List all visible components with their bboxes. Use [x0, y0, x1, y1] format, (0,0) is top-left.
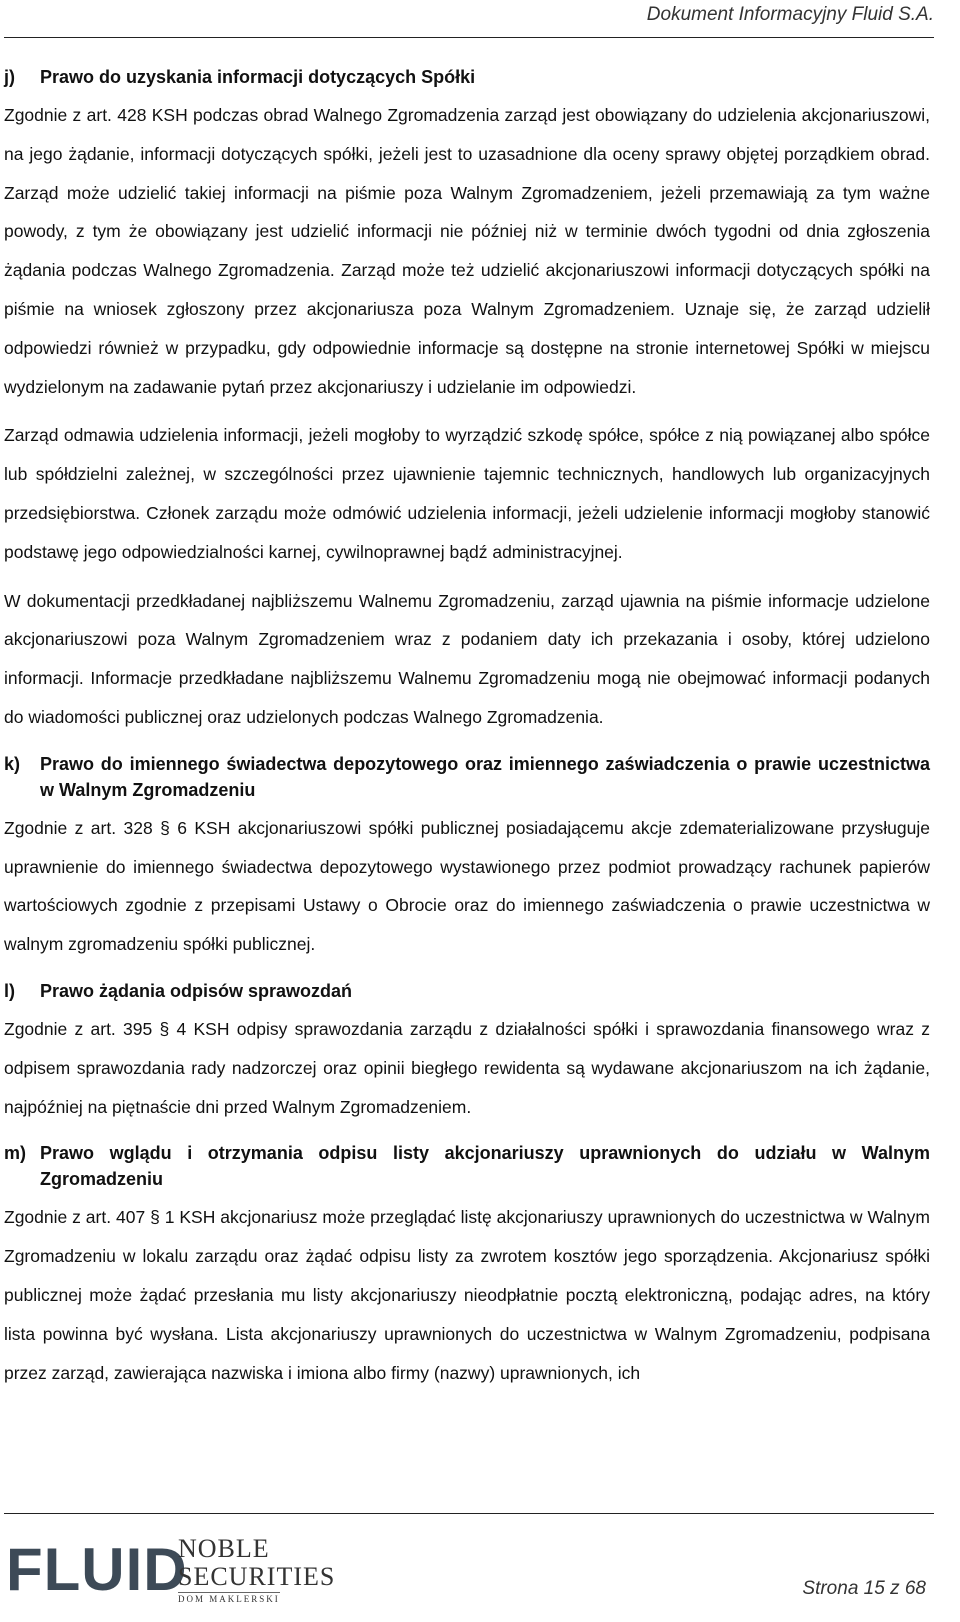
section-l-heading — [4, 978, 930, 1004]
section-j-title: Prawo do uzyskania informacji dotyczących Spółki — [40, 67, 476, 87]
noble-logo-line-3: DOM MAKLERSKI — [178, 1594, 280, 1604]
noble-logo-line-2: SECURITIES — [178, 1562, 336, 1591]
noble-securities-logo — [178, 1536, 335, 1606]
section-m-paragraph-1: Zgodnie z art. 407 § 1 KSH akcjonariusz może przeglądać listę akcjonariuszy uprawnionych do uczestnictwa w Walnym Zgromadzeniu w lokalu zarządu oraz żądać odpisu listy za zwrotem kosztów jego sporządzenia. Akcjonariusz spółki publicznej może żądać przesłania mu listy akcjonariuszy nieodpłatnie pocztą elektroniczną, podając adres, na który lista powinna być wysłana. Lista akcjonariuszy uprawnionych do uczestnictwa w Walnym Zgromadzeniu, podpisana przez zarząd, zawierająca nazwiska i imiona albo firmy (nazwy) uprawnionych, ich — [4, 1207, 930, 1383]
document-body — [4, 64, 930, 1402]
section-j-letter: j) — [4, 67, 15, 87]
section-j-paragraph-3: W dokumentacji przedkładanej najbliższemu Walnemu Zgromadzeniu, zarząd ujawnia na piśmie informacje udzielone akcjonariuszowi poza Walnym Zgromadzeniem wraz z podaniem daty ich przekazania i osoby, której udzielono informacji. Informacje przedkładane najbliższemu Walnemu Zgromadzeniu mogą nie obejmować informacji podanych do wiadomości publicznej oraz udzielonych podczas Walnego Zgromadzenia. — [4, 590, 930, 727]
header-divider — [4, 37, 934, 38]
document-header-title: Dokument Informacyjny Fluid S.A. — [646, 4, 934, 25]
noble-logo-line-1: NOBLE — [178, 1534, 270, 1563]
section-k-heading — [4, 751, 930, 803]
footer-divider — [4, 1513, 934, 1514]
section-m-heading — [4, 1140, 930, 1192]
section-m-letter: m) — [4, 1143, 26, 1164]
section-l-paragraph-1: Zgodnie z art. 395 § 4 KSH odpisy sprawozdania zarządu z działalności spółki i sprawozdania finansowego wraz z odpisem sprawozdania rady nadzorczej oraz opinii biegłego rewidenta są wydawane akcjonariuszom na ich żądanie, najpóźniej na piętnaście dni przed Walnym Zgromadzeniem. — [4, 1018, 930, 1117]
section-k-letter: k) — [4, 753, 21, 774]
section-k-paragraph-1: Zgodnie z art. 328 § 6 KSH akcjonariuszowi spółki publicznej posiadającemu akcje zdematerializowane przysługuje uprawnienie do imiennego świadectwa depozytowego wystawionego przez podmiot prowadzący rachunek papierów wartościowych zgodnie z przepisami Ustawy o Obrocie oraz do imiennego zaświadczenia o prawie uczestnictwa w walnym zgromadzeniu spółki publicznej. — [4, 817, 930, 955]
section-j-paragraph-2: Zarząd odmawia udzielenia informacji, jeżeli mogłoby to wyrządzić szkodę spółce, spółce z nią powiązanej albo spółce lub spółdzielni zależnej, w szczególności przez ujawnienie tajemnic technicznych, handlowych lub organizacyjnych przedsiębiorstwa. Członek zarządu może odmówić udzielenia informacji, jeżeli udzielenie informacji mogłoby stanowić podstawę jego odpowiedzialności karnej, cywilnoprawnej bądź administracyjnej. — [4, 425, 930, 562]
section-j-paragraph-1: Zgodnie z art. 428 KSH podczas obrad Walnego Zgromadzenia zarząd jest obowiązany do udzielenia akcjonariuszowi, na jego żądanie, informacji dotyczących spółki, jeżeli jest to uzasadnione dla oceny sprawy objętej porządkiem obrad. Zarząd może udzielić takiej informacji na piśmie poza Walnym Zgromadzeniem, jeżeli przemawiają za tym ważne powody, z tym że obowiązany jest udzielić informacji nie później niż w terminie dwóch tygodni od dnia zgłoszenia żądania podczas Walnego Zgromadzenia. Zarząd może też udzielić akcjonariuszowi informacji dotyczących spółki na piśmie na wniosek zgłoszony przez akcjonariusza poza Walnym Zgromadzeniem. Uznaje się, że zarząd udzielił odpowiedzi również w przypadku, gdy odpowiednie informacje są dostępne na stronie internetowej Spółki w miejscu wydzielonym na zadawanie pytań przez akcjonariuszy i udzielanie im odpowiedzi. — [4, 105, 930, 397]
section-l-letter: l) — [4, 980, 15, 1001]
section-k-title: Prawo do imiennego świadectwa depozytowego oraz imiennego zaświadczenia o prawie uczestnictwa w Walnym Zgromadzeniu — [40, 753, 930, 800]
section-m-title: Prawo wglądu i otrzymania odpisu listy akcjonariuszy uprawnionych do udziału w Walnym Zgromadzeniu — [40, 1143, 930, 1190]
page-number: Strona 15 z 68 — [802, 1578, 926, 1599]
section-j-heading — [4, 64, 930, 90]
fluid-logo: FLUID — [6, 1536, 188, 1603]
section-l-title: Prawo żądania odpisów sprawozdań — [40, 980, 353, 1001]
